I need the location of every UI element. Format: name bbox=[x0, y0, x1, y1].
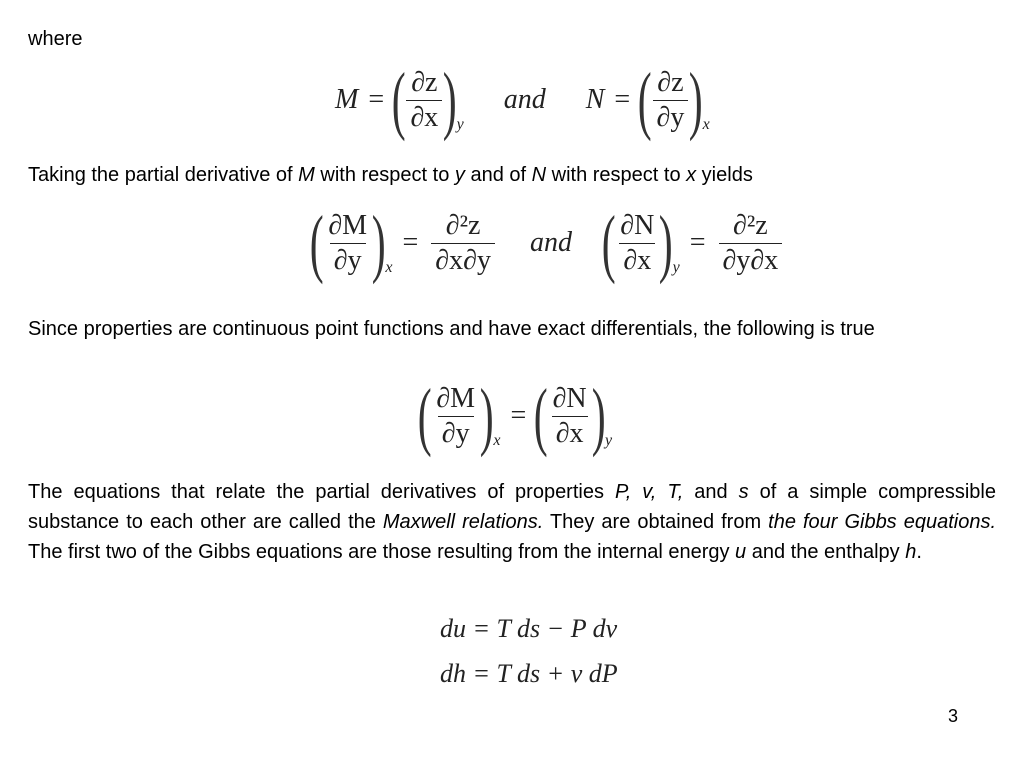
since-paragraph: Since properties are continuous point functions and have exact differentials, the following is true bbox=[28, 318, 875, 340]
eq-dn-denominator: ∂x bbox=[552, 416, 588, 451]
m-symbol: M bbox=[335, 84, 359, 115]
n-subscript: x bbox=[702, 116, 710, 133]
dn-denominator: ∂x bbox=[619, 243, 655, 278]
dn-subscript: y bbox=[672, 259, 680, 276]
m-denominator: ∂x bbox=[406, 100, 442, 135]
and-word: and bbox=[529, 227, 572, 258]
page-number: 3 bbox=[948, 706, 959, 726]
n-denominator: ∂y bbox=[653, 100, 689, 135]
dn-numerator: ∂N bbox=[620, 209, 655, 241]
gibbs-equation-dh: dh = T ds + v dP bbox=[440, 659, 618, 688]
n-symbol: N bbox=[585, 84, 605, 115]
exactness-equation: ( $\frac{\partial M}{\partial y}$ ) x = ( $\frac{\partial N}{\partial x}$ ) y bbox=[417, 374, 613, 458]
dn-rhs-denominator: ∂y∂x bbox=[719, 243, 783, 278]
dm-denominator: ∂y bbox=[330, 243, 366, 278]
taking-paragraph: Taking the partial derivative of M with respect to y and of N with respect to x yields bbox=[28, 164, 753, 186]
and-word: and bbox=[503, 84, 546, 115]
m-numerator: ∂z bbox=[411, 66, 438, 98]
dm-subscript: x bbox=[385, 259, 393, 276]
m-subscript: y bbox=[456, 116, 464, 133]
eq-dn-numerator: ∂N bbox=[552, 382, 587, 414]
gibbs-equation-du: du = T ds − P dv bbox=[440, 614, 618, 643]
dm-rhs-numerator: ∂²z bbox=[445, 209, 481, 241]
where-label: where bbox=[28, 28, 83, 50]
second-derivative-equations: ( $\frac{\partial M}{\partial y}$ ) x = $\frac{\text{∂²z}}{\partial x\partial y}$ and ( $\frac{\partial N}{\partial x}$ ) y = $\frac{\text{∂²z}}{\partial y\partial x}$ bbox=[312, 205, 785, 281]
dn-rhs-numerator: ∂²z bbox=[733, 209, 768, 241]
dm-rhs-denominator: ∂x∂y bbox=[431, 243, 495, 278]
dm-numerator: ∂M bbox=[328, 209, 368, 241]
eq-dm-numerator: ∂M bbox=[436, 382, 476, 414]
maxwell-paragraph: The equations that relate the partial derivatives of properties P, v, T, and s of a simple compressible substance to each other are called the Maxwell relations. They are obtained from the four Gibbs equations. The first two of the Gibbs equations are those resulting from the internal energy u and the enthalpy h. bbox=[28, 481, 996, 563]
eq-dm-denominator: ∂y bbox=[438, 416, 474, 451]
m-n-definition: M = ( $\frac{\partial z}{\partial x}$ ) y and N = ( $\frac{\partial z}{\partial y}$ ) x bbox=[335, 58, 710, 142]
eq-dm-subscript: x bbox=[493, 432, 501, 449]
eq-dn-subscript: y bbox=[604, 432, 613, 449]
n-numerator: ∂z bbox=[657, 66, 684, 98]
